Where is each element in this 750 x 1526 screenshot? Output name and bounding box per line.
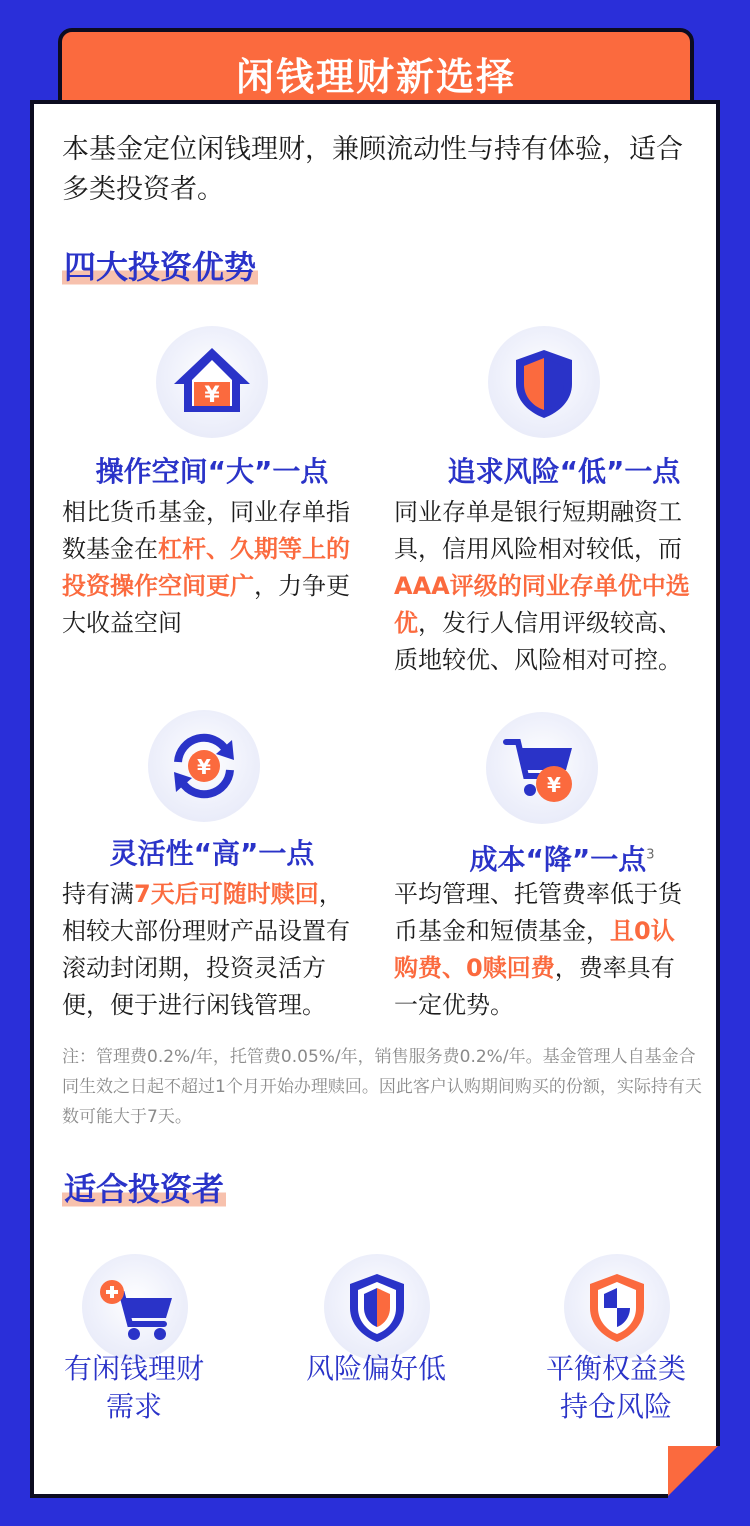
- footnote: 注：管理费0.2%/年，托管费0.05%/年，销售服务费0.2%/年。基金管理人自基金合同生效之日起不超过1个月开始办理赎回。因此客户认购期间购买的份额，实际持有天数可能大于7天。: [62, 1047, 702, 1127]
- investor-label-3: 平衡权益类 持仓风险: [545, 1352, 686, 1423]
- investors-section-title: 适合投资者: [62, 1164, 226, 1210]
- investor-label-1: 有闲钱理财 需求: [63, 1352, 204, 1423]
- cart-yuan-icon: [486, 712, 598, 824]
- svg-text:¥: ¥: [197, 755, 211, 779]
- checkered-shield-icon: [564, 1254, 670, 1360]
- advantage-title-4: 成本“降”一点$^3$: [469, 843, 655, 876]
- shopping-cart-plus-icon: [82, 1254, 188, 1360]
- advantage-text-2: 同业存单是银行短期融资工具，信用风险相对较低，而AAA评级的同业存单优中选优，发行人信用评级较高、质地较优、风险相对可控。: [394, 498, 690, 674]
- shield-icon: [488, 326, 600, 438]
- shield-icon: [324, 1254, 430, 1360]
- advantages-section-title: 四大投资优势: [62, 242, 258, 288]
- investor-label-2: 风险偏好低: [305, 1352, 446, 1385]
- page-fold-corner: [668, 1446, 720, 1498]
- house-yuan-icon: [156, 326, 268, 438]
- content-card: [30, 100, 720, 1498]
- svg-text:¥: ¥: [547, 773, 561, 797]
- advantage-text-1: 相比货币基金，同业存单指数基金在杠杆、久期等上的投资操作空间更广，力争更大收益空间: [62, 498, 350, 637]
- page-title: 闲钱理财新选择: [235, 55, 516, 99]
- intro-text: 本基金定位闲钱理财，兼顾流动性与持有体验，适合多类投资者。: [62, 134, 683, 205]
- advantage-title-1: 操作空间“大”一点: [95, 455, 329, 488]
- advantage-text-4: 平均管理、托管费率低于货币基金和短债基金，且0认购费、0赎回费，费率具有一定优势。: [394, 880, 682, 1019]
- advantage-text-3: 持有满7天后可随时赎回，相较大部份理财产品设置有滚动封闭期，投资灵活方便，便于进行闲钱管理。: [62, 880, 350, 1019]
- advantage-title-2: 追求风险“低”一点: [447, 455, 681, 488]
- svg-text:¥: ¥: [204, 383, 220, 408]
- advantage-title-3: 灵活性“高”一点: [109, 837, 315, 870]
- yuan-cycle-icon: [148, 710, 260, 822]
